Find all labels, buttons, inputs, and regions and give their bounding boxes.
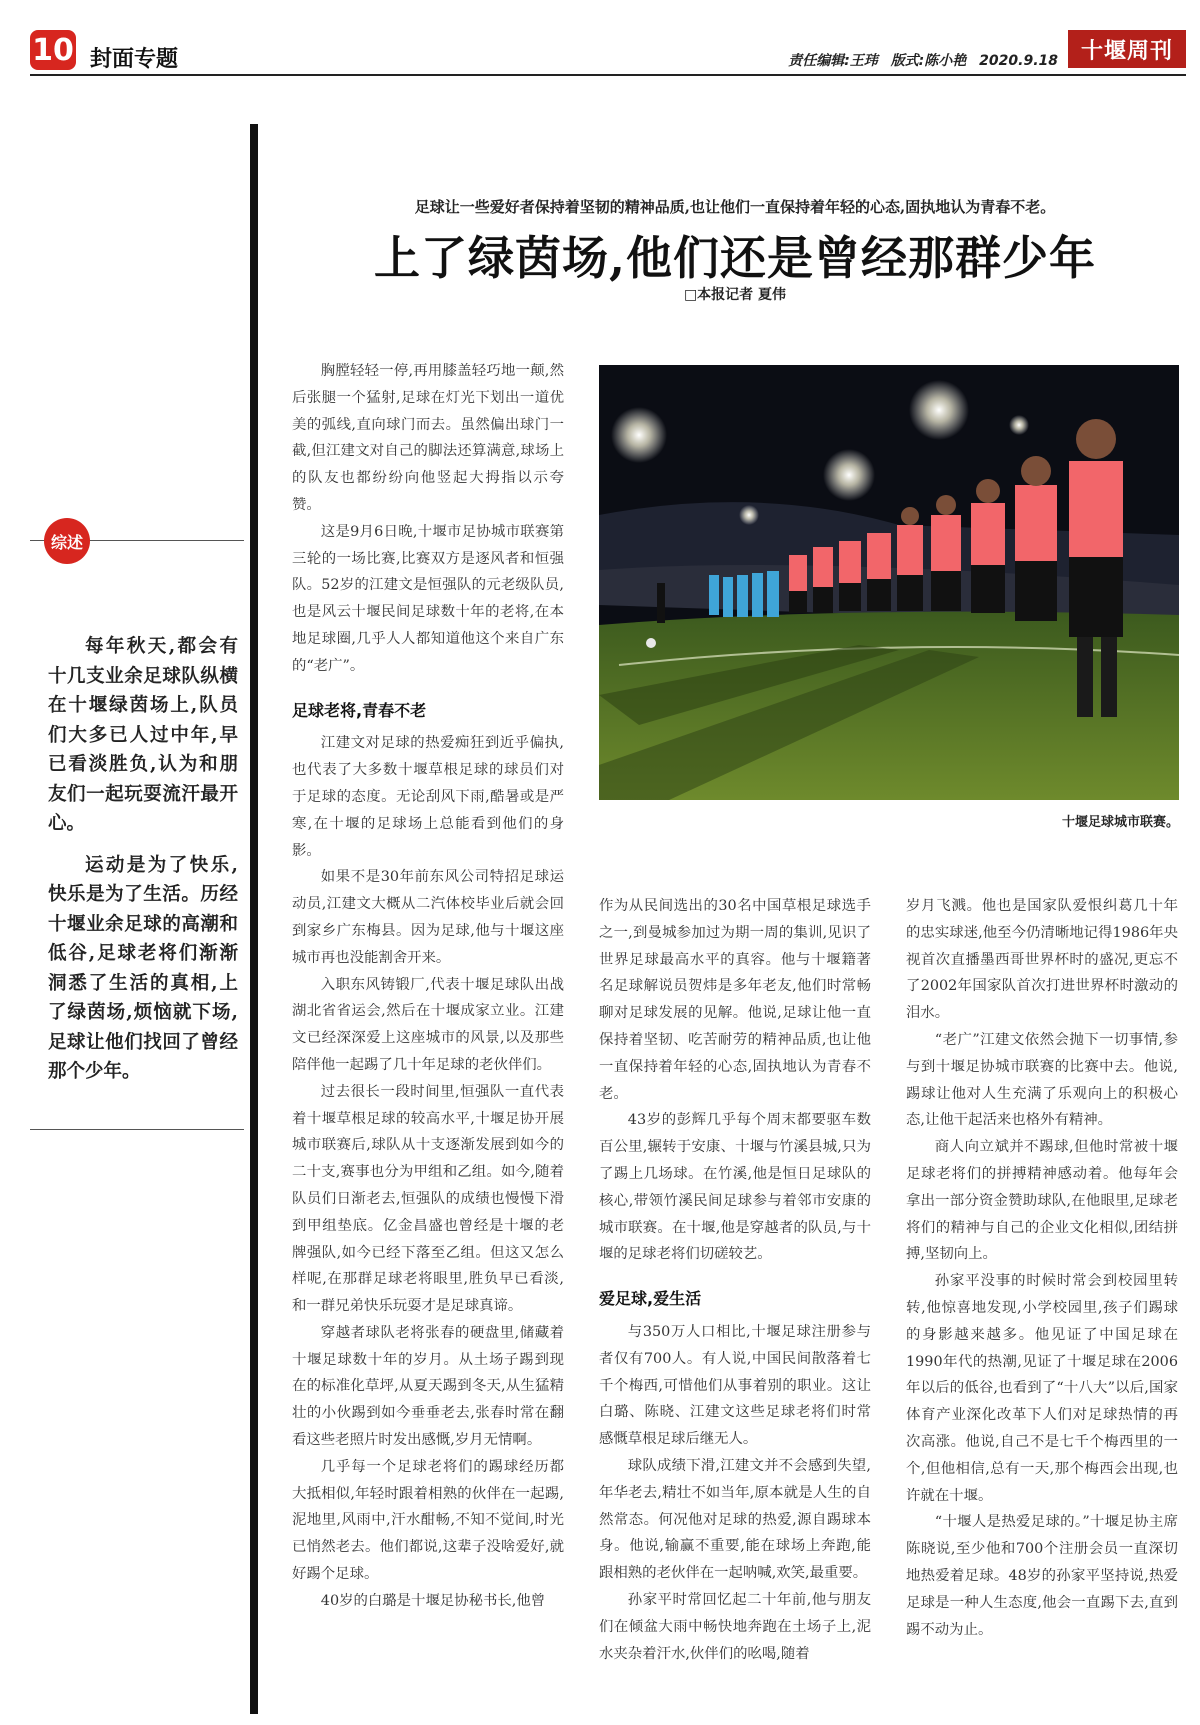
sidebar-paragraph: 运动是为了快乐,快乐是为了生活。历经十堰业余足球的高潮和低谷,足球老将们渐渐洞悉了生活的真相,上了绿茵场,烦恼就下场,足球让他们找回了曾经那个少年。 xyxy=(48,854,238,1082)
paragraph: “十堰人是热爱足球的。”十堰足协主席陈晓说,至少他和700个注册会员一直深切地热爱着足球。48岁的孙家平坚持说,热爱足球是一种人生态度,他会一直踢下去,直到踢不动为止。 xyxy=(906,1514,1178,1638)
article-headline: 上了绿茵场,他们还是曾经那群少年 xyxy=(373,231,1096,285)
paragraph: 江建文对足球的热爱痴狂到近乎偏执,也代表了大多数十堰草根足球的球员们对于足球的态度。无论刮风下雨,酷暑或是严寒,在十堰的足球场上总能看到他们的身影。 xyxy=(292,735,564,859)
sidebar-paragraph: 每年秋天,都会有十几支业余足球队纵横在十堰绿茵场上,队员们大多已人过中年,早已看淡胜负,认为和朋友们一起玩耍流汗最开心。 xyxy=(48,636,238,834)
paragraph: 如果不是30年前东风公司特招足球运动员,江建文大概从二汽体校毕业后就会回到家乡广东梅县。因为足球,他与十堰这座城市再也没能割舍开来。 xyxy=(292,869,564,966)
article-column-3 xyxy=(906,893,1178,1643)
left-vertical-bar xyxy=(250,124,258,1714)
paragraph: 40岁的白璐是十堰足协秘书长,他曾 xyxy=(320,1592,546,1609)
paragraph: 43岁的彭辉几乎每个周末都要驱车数百公里,辗转于安康、十堰与竹溪县城,只为了踢上几场球。在竹溪,他是恒日足球队的核心,带领竹溪民间足球参与着邻市安康的城市联赛。在十堰,他是穿越者的队员,与十堰的足球老将们切磋较艺。 xyxy=(599,1112,871,1263)
paragraph: 与350万人口相比,十堰足球注册参与者仅有700人。有人说,中国民间散落着七千个梅西,可惜他们从事着别的职业。这让白璐、陈晓、江建文这些足球老将们时常感慨草根足球后继无人。 xyxy=(599,1323,871,1448)
paragraph: 几乎每一个足球老将们的踢球经历都大抵相似,年轻时跟着相熟的伙伴在一起踢,泥地里,风雨中,汗水酣畅,不知不觉间,时光已悄然老去。他们都说,这辈子没啥爱好,就好踢个足球。 xyxy=(292,1458,564,1583)
paragraph: 作为从民间选出的30名中国草根足球选手之一,到曼城参加过为期一周的集训,见识了世界足球最高水平的真容。他与十堰籍著名足球解说员贺炜是多年老友,他们时常畅聊对足球发展的见解。他说,足球让他一直保持着坚韧、吃苦耐劳的精神品质,也让他一直保持着年轻的心态,固执地认为青春不老。 xyxy=(599,898,871,1102)
editor-credit: 责任编辑:王玮 xyxy=(788,53,878,69)
photo-caption: 十堰足球城市联赛。 xyxy=(1061,815,1179,830)
paragraph: 球队成绩下滑,江建文并不会感到失望,年华老去,精壮不如当年,原本就是人生的自然常态。何况他对足球的热爱,源自踢球本身。他说,输赢不重要,能在球场上奔跑,能跟相熟的老伙伴在一起呐喊,欢笑,最重要。 xyxy=(599,1457,871,1582)
paragraph: 这是9月6日晚,十堰市足协城市联赛第三轮的一场比赛,比赛双方是逐风者和恒强队。52岁的江建文是恒强队的元老级队员,也是风云十堰民间足球数十年的老将,在本地足球圈,几乎人人都知道他这个来自广东的“老广”。 xyxy=(292,523,564,674)
paragraph: 入职东风铸锻厂,代表十堰足球队出战湖北省省运会,然后在十堰成家立业。江建文已经深深爱上这座城市的风景,以及那些陪伴他一起踢了几十年足球的老伙伴们。 xyxy=(292,976,564,1073)
article-column-1 xyxy=(292,358,564,1615)
subheading: 足球老将,青春不老 xyxy=(292,700,427,720)
article-byline: □本报记者 夏伟 xyxy=(683,287,787,303)
article-photo xyxy=(599,365,1179,800)
summary-badge: 综述 xyxy=(44,518,90,564)
layout-credit: 版式:陈小艳 xyxy=(890,53,967,69)
section-title: 封面专题 xyxy=(90,47,179,72)
article-deck: 足球让一些爱好者保持着坚韧的精神品质,也让他们一直保持着年轻的心态,固执地认为青春不老。 xyxy=(414,198,1056,216)
paragraph: 胸膛轻轻一停,再用膝盖轻巧地一颠,然后张腿一个猛射,足球在灯光下划出一道优美的弧线,直向球门而去。虽然偏出球门一截,但江建文对自己的脚法还算满意,球场上的队友也都纷纷向他竖起大拇指以示夸赞。 xyxy=(292,363,564,513)
paragraph: 穿越者球队老将张春的硬盘里,储藏着十堰足球数十年的岁月。从土场子踢到现在的标准化草坪,从夏天踢到冬天,从生猛精壮的小伙踢到如今垂垂老去,张春时常在翻看这些老照片时发出感慨,岁月无情啊。 xyxy=(292,1324,564,1449)
paragraph: “老广”江建文依然会抛下一切事情,参与到十堰足协城市联赛的比赛中去。他说,踢球让他对人生充满了乐观向上的积极心态,让他干起活来也格外有精神。 xyxy=(906,1031,1178,1129)
header-meta xyxy=(780,50,1058,70)
subheading: 爱足球,爱生活 xyxy=(599,1289,702,1309)
paragraph: 商人向立斌并不踢球,但他时常被十堰足球老将们的拼搏精神感动着。他每年会拿出一部分资金赞助球队,在他眼里,足球老将们的精神与自己的企业文化相似,团结拼搏,坚韧向上。 xyxy=(906,1139,1178,1263)
paragraph: 孙家平时常回忆起二十年前,他与朋友们在倾盆大雨中畅快地奔跑在土场子上,泥水夹杂着汗水,伙伴们的吆喝,随着 xyxy=(599,1591,871,1662)
issue-date: 2020.9.18 xyxy=(979,53,1058,69)
article-column-2 xyxy=(599,893,871,1667)
masthead-logo: 十堰周刊 xyxy=(1068,30,1186,68)
football xyxy=(646,638,656,648)
paragraph: 岁月飞溅。他也是国家队爱恨纠葛几十年的忠实球迷,他至今仍清晰地记得1986年央视首次直播墨西哥世界杯时的盛况,更忘不了2002年国家队首次打进世界杯时激动的泪水。 xyxy=(906,898,1178,1022)
header-divider xyxy=(30,74,1186,76)
page-number: 10 xyxy=(30,30,76,70)
paragraph: 孙家平没事的时候时常会到校园里转转,他惊喜地发现,小学校园里,孩子们踢球的身影越来越多。他见证了中国足球在1990年代的热潮,见证了十堰足球在2006年以后的低谷,也看到了“十八大”以后,国家体育产业深化改革下人们对足球热情的再次高涨。他说,自己不是七千个梅西里的一个,但他相信,总有一天,那个梅西会出现,也许就在十堰。 xyxy=(906,1273,1178,1504)
paragraph: 过去很长一段时间里,恒强队一直代表着十堰草根足球的较高水平,十堰足协开展城市联赛后,球队从十支逐渐发展到如今的二十支,赛事也分为甲组和乙组。如今,随着队员们日渐老去,恒强队的成绩也慢慢下滑到甲组垫底。亿金昌盛也曾经是十堰的老牌强队,如今已经下落至乙组。但这又怎么样呢,在那群足球老将眼里,胜负早已看淡,和一群兄弟快乐玩耍才是足球真谛。 xyxy=(292,1083,564,1315)
football-team-photo xyxy=(599,365,1179,800)
sidebar-summary xyxy=(48,632,238,1099)
